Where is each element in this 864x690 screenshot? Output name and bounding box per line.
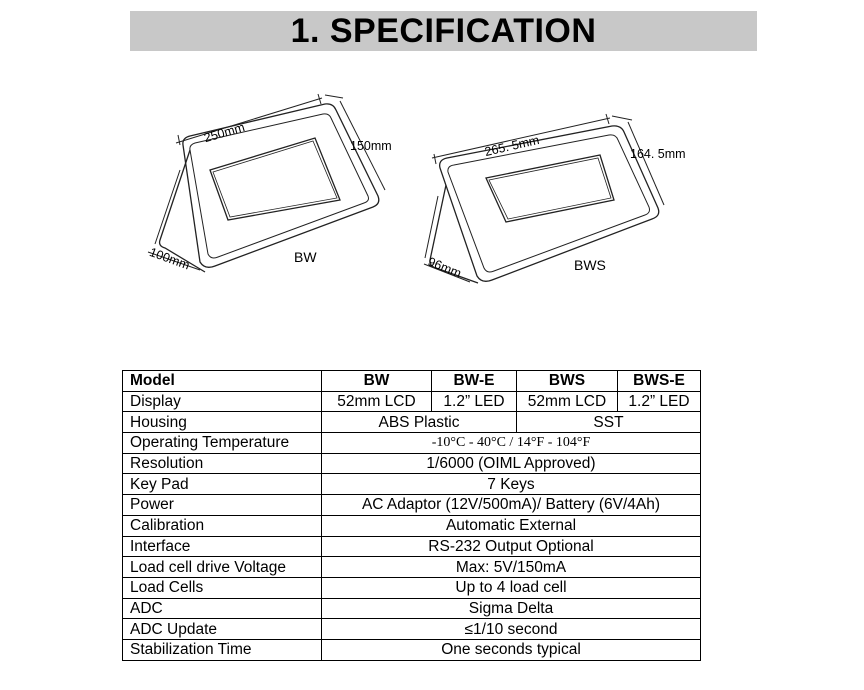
header-bws-e: BWS-E bbox=[618, 371, 701, 392]
page-title: 1. SPECIFICATION bbox=[290, 11, 597, 50]
bws-depth-label: 96mm bbox=[425, 254, 464, 281]
table-row bbox=[123, 474, 701, 495]
row-label: Stabilization Time bbox=[123, 639, 322, 660]
header-model: Model bbox=[123, 371, 322, 392]
cell-value: Sigma Delta bbox=[322, 598, 701, 619]
row-label: Key Pad bbox=[123, 474, 322, 495]
title-bar bbox=[130, 11, 757, 51]
table-row bbox=[123, 495, 701, 516]
cell-value: 1/6000 (OIML Approved) bbox=[322, 453, 701, 474]
row-label: Resolution bbox=[123, 453, 322, 474]
bws-drawing bbox=[425, 126, 659, 283]
bw-depth-label: 100mm bbox=[147, 245, 192, 273]
table-row bbox=[123, 515, 701, 536]
cell-value: 1.2” LED bbox=[432, 391, 517, 412]
row-label: ADC bbox=[123, 598, 322, 619]
cell-value: RS-232 Output Optional bbox=[322, 536, 701, 557]
cell-value: One seconds typical bbox=[322, 639, 701, 660]
cell-value: 7 Keys bbox=[322, 474, 701, 495]
bws-model-label: BWS bbox=[574, 257, 606, 273]
table-row bbox=[123, 412, 701, 433]
header-bw-e: BW-E bbox=[432, 371, 517, 392]
row-label: Power bbox=[123, 495, 322, 516]
row-label: Calibration bbox=[123, 515, 322, 536]
table-row bbox=[123, 391, 701, 412]
bws-width-label: 265. 5mm bbox=[483, 132, 541, 160]
bw-height-label: 150mm bbox=[350, 139, 392, 153]
table-row bbox=[123, 453, 701, 474]
header-bws: BWS bbox=[517, 371, 618, 392]
cell-value: Up to 4 load cell bbox=[322, 577, 701, 598]
bw-dimension-lines bbox=[147, 94, 385, 273]
row-label: Load Cells bbox=[123, 577, 322, 598]
cell-value: Automatic External bbox=[322, 515, 701, 536]
table-row bbox=[123, 557, 701, 578]
header-bw: BW bbox=[322, 371, 432, 392]
table-row bbox=[123, 536, 701, 557]
cell-value: AC Adaptor (12V/500mA)/ Battery (6V/4Ah) bbox=[322, 495, 701, 516]
table-header-row bbox=[123, 371, 701, 392]
cell-value: Max: 5V/150mA bbox=[322, 557, 701, 578]
row-label: Housing bbox=[123, 412, 322, 433]
bw-drawing bbox=[155, 104, 379, 272]
row-label: Operating Temperature bbox=[123, 433, 322, 454]
cell-value: -10°C - 40°C / 14°F - 104°F bbox=[322, 433, 701, 454]
row-label: Display bbox=[123, 391, 322, 412]
table-row bbox=[123, 577, 701, 598]
cell-value: ≤1/10 second bbox=[322, 619, 701, 640]
cell-value: ABS Plastic bbox=[322, 412, 517, 433]
row-label: Load cell drive Voltage bbox=[123, 557, 322, 578]
bws-height-label: 164. 5mm bbox=[630, 147, 686, 161]
table-row bbox=[123, 433, 701, 454]
row-label: ADC Update bbox=[123, 619, 322, 640]
device-drawings bbox=[0, 60, 864, 300]
cell-value: SST bbox=[517, 412, 701, 433]
row-label: Interface bbox=[123, 536, 322, 557]
specification-table bbox=[122, 370, 701, 661]
cell-value: 1.2” LED bbox=[618, 391, 701, 412]
cell-value: 52mm LCD bbox=[517, 391, 618, 412]
table-row bbox=[123, 619, 701, 640]
bw-width-label: 250mm bbox=[202, 120, 247, 146]
bw-model-label: BW bbox=[294, 249, 317, 265]
table-row bbox=[123, 598, 701, 619]
table-row bbox=[123, 639, 701, 660]
cell-value: 52mm LCD bbox=[322, 391, 432, 412]
